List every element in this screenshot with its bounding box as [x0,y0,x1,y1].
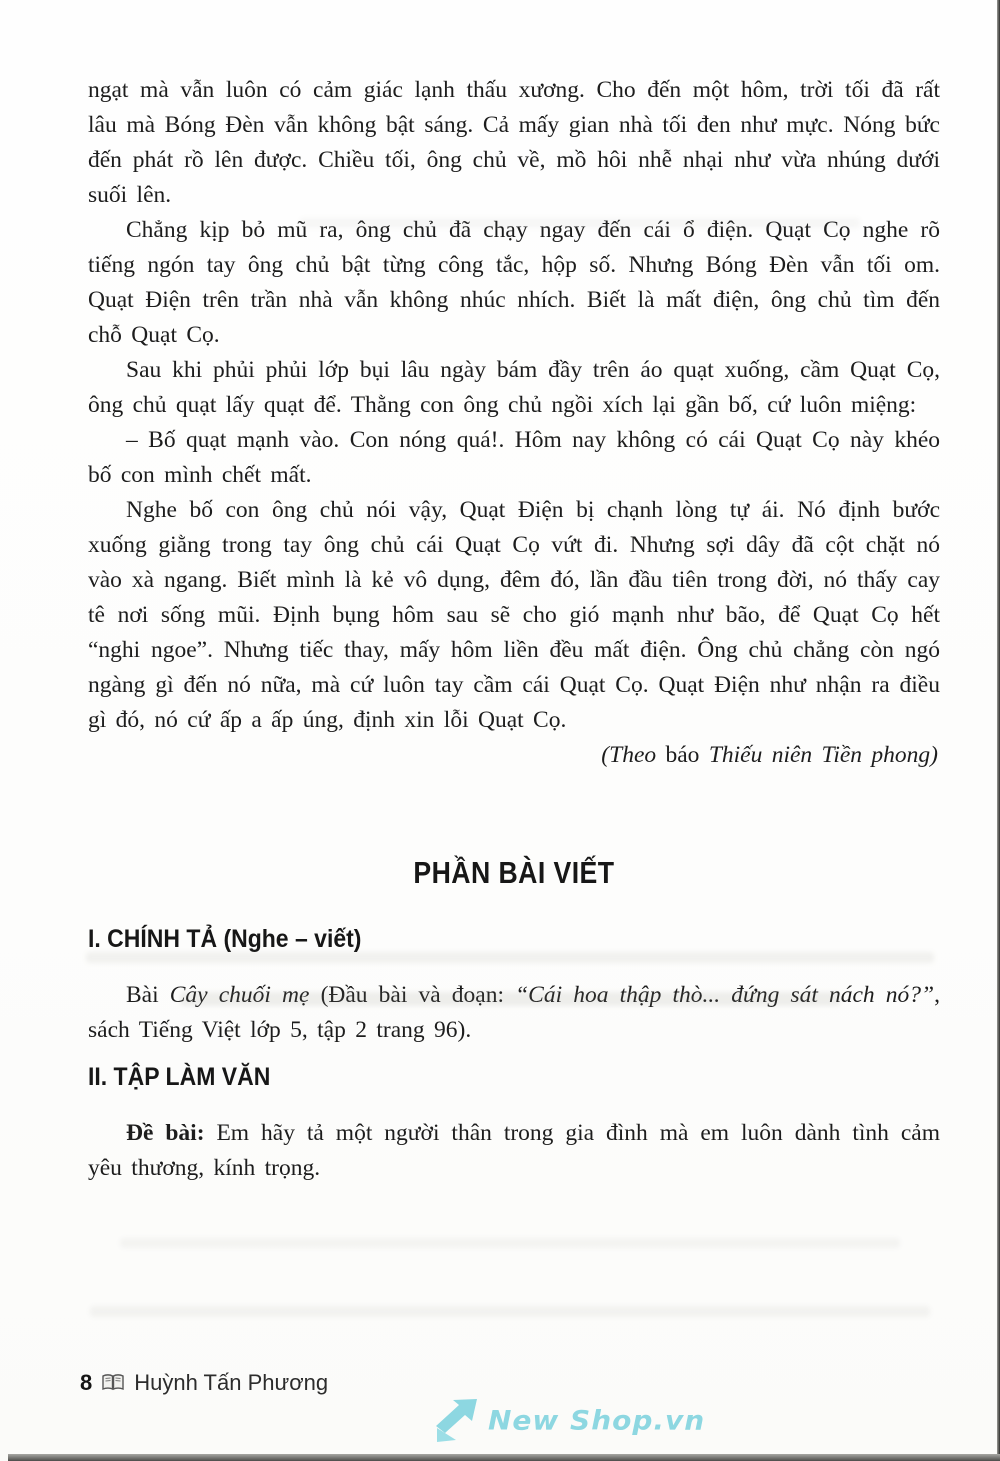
newshop-watermark [432,1396,705,1444]
chinh-ta-paragraph [88,978,940,1048]
attribution-source-title: Thiếu niên Tiền phong [708,742,931,768]
heading-chinh-ta [88,923,940,955]
heading-chinh-ta-text: I. CHÍNH TẢ (Nghe – viết) [88,925,362,953]
de-bai-label: Đề bài: [126,1120,205,1146]
chinh-ta-quote: “Cái hoa thập thò... đứng sát nách nó?” [515,982,935,1008]
story-paragraph-dialogue: – Bố quạt mạnh vào. Con nóng quá!. Hôm nay không có cái Quạt Cọ này khéo bố con mình chết mất. [88,427,940,488]
arrow-ribbon-icon [432,1396,480,1444]
attribution-middle: báo [656,742,709,768]
section-title [88,853,940,893]
page-number: 8 [80,1370,93,1395]
chinh-ta-lesson-title: Cây chuối mẹ [169,982,310,1008]
story-paragraph: Chẳng kịp bỏ mũ ra, ông chủ đã chạy ngay đến cái ổ điện. Quạt Cọ nghe rõ tiếng ngón tay ông chủ bật từng công tắc, hộp số. Nhưng Bóng Đèn vẫn tối om. Quạt Điện trên trần nhà vẫn không nhúc nhích. Biết là mất điện, ông chủ tìm đến chỗ Quạt Cọ. [88,217,940,348]
source-attribution [88,738,940,773]
chinh-ta-seg: , sách Tiếng Việt lớp 5, tập 2 trang 96). [88,982,940,1043]
attribution-prefix: (Theo [601,742,657,768]
de-bai-text: Em hãy tả một người thân trong gia đình mà em luôn dành tình cảm yêu thương, kính trọng. [88,1120,940,1181]
heading-tap-lam-van-text: II. TẬP LÀM VĂN [88,1063,271,1091]
open-book-icon [101,1373,125,1393]
attribution-suffix: ) [930,742,938,768]
story-paragraph: Nghe bố con ông chủ nói vậy, Quạt Điện bị chạnh lòng tự ái. Nó định bước xuống giằng trong tay ông chủ cái Quạt Cọ vứt đi. Nhưng sợi dây đã cột chặt nó vào xà ngang. Biết mình là kẻ vô dụng, đêm đó, lần đầu tiên trong đời, nó thấy cay tê nơi sống mũi. Định bụng hôm sau sẽ cho gió mạnh như bão, để Quạt Cọ hết “nghi ngoe”. Nhưng tiếc thay, mấy hôm liền đều mất điện. Ông chủ chẳng còn ngó ngàng gì đến nó nữa, mà cứ luôn tay cầm cái Quạt Cọ. Quạt Điện như nhận ra điều gì đó, nó cứ ấp a ấp úng, định xin lỗi Quạt Cọ. [88,497,940,733]
author-name: Huỳnh Tấn Phương [134,1370,329,1395]
page-footer [80,1370,328,1396]
page-body-text [88,73,940,1186]
heading-tap-lam-van [88,1061,940,1093]
story-paragraph: ngạt mà vẫn luôn có cảm giác lạnh thấu xương. Cho đến một hôm, trời tối đã rất lâu mà Bóng Đèn vẫn không bật sáng. Cả mấy gian nhà tối đen như mực. Nóng bức đến phát rồ lên được. Chiều tối, ông chủ về, mồ hôi nhễ nhại như vừa nhúng dưới suối lên. [88,77,940,208]
bleed-through-artifact [90,1306,930,1317]
section-title-text: PHẦN BÀI VIẾT [413,855,615,890]
chinh-ta-seg: (Đầu bài và đoạn: [309,982,516,1008]
de-bai-paragraph [88,1116,940,1186]
chinh-ta-seg: Bài [126,982,170,1008]
newshop-brand-text: New Shop.vn [488,1404,706,1436]
story-paragraph: Sau khi phủi phủi lớp bụi lâu ngày bám đầy trên áo quạt xuống, cầm Quạt Cọ, ông chủ quạt lấy quạt để. Thằng con ông chủ ngồi xích lại gần bố, cứ luôn miệng: [88,357,940,418]
bleed-through-artifact [120,1238,900,1248]
scan-bottom-bar [8,1454,1000,1461]
